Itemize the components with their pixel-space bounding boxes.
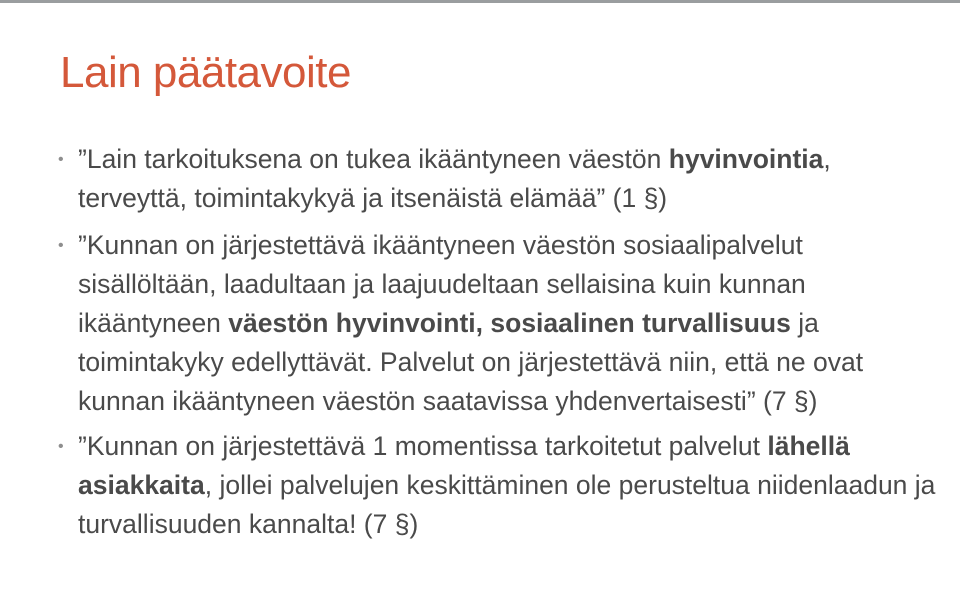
slide-title: Lain päätavoite	[60, 48, 351, 97]
bullet-segment: ”Kunnan on järjestettävä 1 momentissa tarkoitetut palvelut	[78, 431, 768, 461]
bullet-segment: , terveyttä, toimintakykyä ja itsenäistä elämää” (1 §)	[78, 144, 831, 213]
bullet-marker: •	[58, 237, 64, 254]
bullet-segment: , jollei palvelujen keskittäminen ole perusteltua niidenlaadun ja turvallisuuden kannalta! (7 §)	[78, 470, 936, 539]
bullet-text-1	[78, 144, 831, 213]
bullet-marker: •	[58, 438, 64, 455]
bullet-list	[58, 140, 938, 544]
bullet-item-1	[58, 140, 938, 218]
bullet-marker: •	[58, 151, 64, 168]
bullet-item-3	[58, 427, 938, 544]
bullet-text-3	[78, 431, 935, 539]
bullet-segment: ”Kunnan on järjestettävä ikääntyneen väestön sosiaalipalvelut sisällöltään, laadultaan ja laajuudeltaan sellaisina kuin kunnan ikääntyneen	[78, 230, 806, 338]
bullet-segment: ”Lain tarkoituksena on tukea ikääntyneen väestön	[78, 144, 669, 174]
bullet-emphasis: hyvinvointia	[668, 144, 824, 174]
bullet-emphasis: väestön hyvinvointi, sosiaalinen turvallisuus	[228, 308, 791, 338]
bullet-emphasis: lähellä asiakkaita	[78, 431, 850, 500]
bullet-text-2	[78, 230, 863, 416]
top-divider	[0, 0, 960, 3]
bullet-segment: ja toimintakyky edellyttävät. Palvelut on järjestettävä niin, että ne ovat kunnan ikääntyneen väestön saatavissa yhdenvertaisesti” (7 §)	[78, 308, 864, 416]
bullet-item-2	[58, 226, 938, 421]
